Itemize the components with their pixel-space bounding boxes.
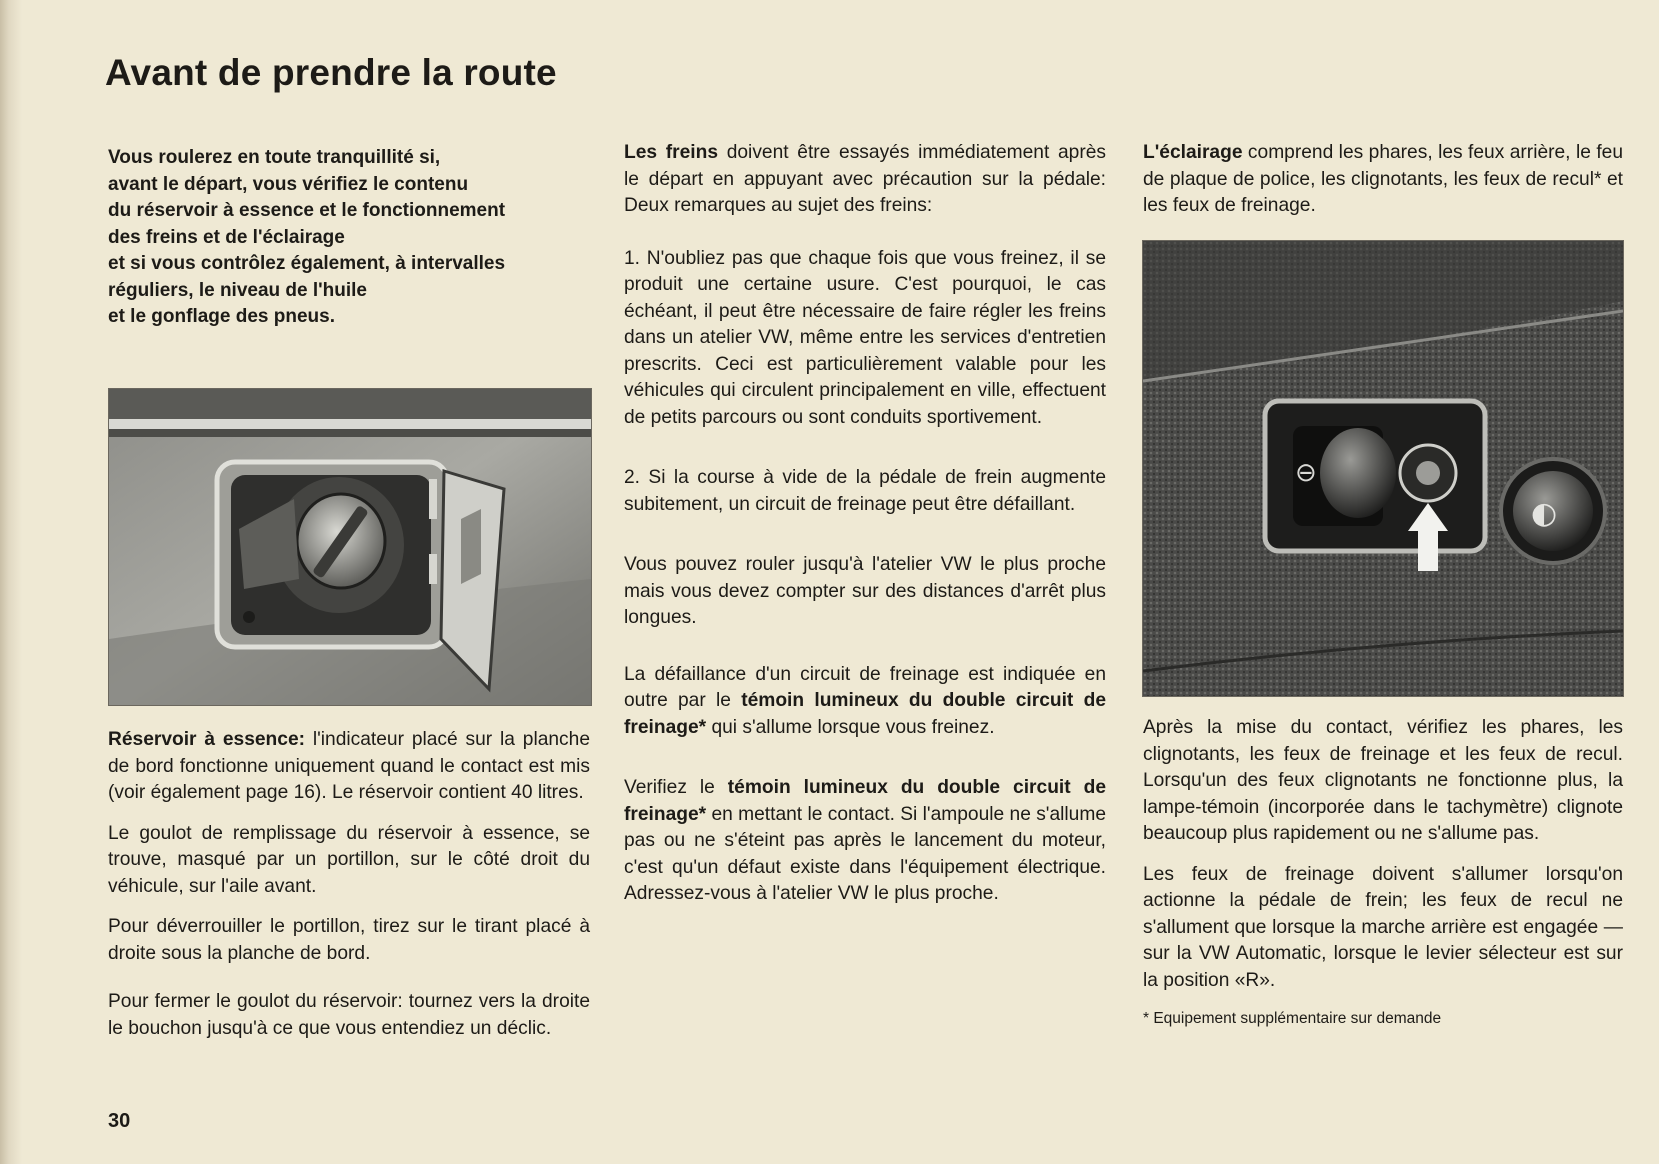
point2-paragraph: 2. Si la course à vide de la pédale de frein augmente subitement, un circuit de freinage peut être défaillant. [624, 467, 1106, 515]
page-edge [0, 0, 22, 1164]
apres-paragraph: Après la mise du contact, vérifiez les phares, les clignotants, les feux de freinage et les feux de recul. Lorsqu'un des feux clignotants ne fonctionne plus, la lampe-témoin (incorporée dans le tachymètre) clignote beaucoup plus rapidement ou ne s'allume pas. [1143, 717, 1623, 844]
eclairage-label: L'éclairage [1143, 142, 1243, 163]
freins-text: doivent être essayés immédiatement après le départ en appuyant avec précaution sur la pédale: Deux remarques au sujet des freins: [624, 142, 1106, 216]
svg-text:⊖: ⊖ [1295, 458, 1317, 488]
verifiez-paragraph [624, 775, 1106, 908]
goulot-paragraph: Le goulot de remplissage du réservoir à essence, se trouve, masqué par un portillon, sur le côté droit du véhicule, sur l'aile avant. [108, 822, 590, 897]
verifiez-text: Verifiez le [624, 777, 728, 798]
portillon-paragraph: Pour déverrouiller le portillon, tirez sur le tirant placé à droite sous la planche de bord. [108, 916, 590, 964]
freins-label: Les freins [624, 142, 719, 163]
light-switch-photo [1142, 240, 1624, 697]
freins-paragraph [624, 140, 1106, 220]
eclairage-paragraph [1143, 140, 1623, 220]
intro-paragraph [108, 145, 590, 331]
right-column [1143, 140, 1623, 234]
footnote: * Equipement supplémentaire sur demande [1143, 1010, 1442, 1027]
page-title: Avant de prendre la route [105, 52, 557, 93]
left-column-text [108, 727, 590, 1056]
intro-line: Vous roulerez en toute tranquillité si, [108, 147, 441, 168]
intro-line: réguliers, le niveau de l'huile [108, 279, 367, 301]
defaillance-text-end: qui s'allume lorsque vous freinez. [706, 716, 995, 738]
temoin-label: témoin lumineux du double circuit de freinage* [624, 690, 1106, 738]
fermer-paragraph: Pour fermer le goulot du réservoir: tournez vers la droite le bouchon jusqu'à ce que vous entendiez un déclic. [108, 991, 590, 1039]
verifiez-text-end: en mettant le contact. Si l'ampoule ne s'allume pas ou ne s'éteint pas après le lancement du moteur, c'est qu'un défaut existe dans l'équipement électrique. Adressez-vous à l'atelier VW le plus proche. [624, 803, 1106, 904]
middle-column [624, 140, 1106, 922]
temoin-label: témoin lumineux du double circuit de freinage* [624, 777, 1106, 825]
defaillance-paragraph [624, 662, 1106, 742]
intro-line: des freins et de l'éclairage [108, 226, 345, 248]
rouler-paragraph: Vous pouvez rouler jusqu'à l'atelier VW le plus proche mais vous devez compter sur des distances d'arrêt plus longues. [624, 554, 1106, 628]
right-column-text [1143, 715, 1623, 1044]
reservoir-text: l'indicateur placé sur la planche de bord fonctionne uniquement quand le contact est mis (voir également page 16). Le réservoir contient 40 litres. [108, 729, 590, 803]
fuel-filler-photo [108, 388, 592, 706]
reservoir-label: Réservoir à essence: [108, 729, 306, 750]
defaillance-text: La défaillance d'un circuit de freinage est indiquée en outre par le [624, 663, 1106, 711]
intro-line: et si vous contrôlez également, à intervalles [108, 253, 506, 274]
intro-line: du réservoir à essence et le fonctionnement [108, 200, 506, 221]
eclairage-text: comprend les phares, les feux arrière, le feu de plaque de police, les clignotants, les feux de recul* et les feux de freinage. [1143, 142, 1623, 216]
intro-line: avant le départ, vous vérifiez le contenu [108, 173, 469, 195]
page-number: 30 [108, 1110, 131, 1132]
intro-line: et le gonflage des pneus. [108, 306, 335, 327]
svg-text:◐: ◐ [1531, 496, 1558, 531]
point1-paragraph: 1. N'oubliez pas que chaque fois que vous freinez, il se produit une certaine usure. C'est pourquoi, le cas échéant, il peut être nécessaire de faire régler les freins dans un atelier VW, même entre les services d'entretien prescrits. Ceci est particulièrement valable pour les véhicules qui circulent principalement en ville, effectuent de petits parcours ou sont conduits sportivement. [624, 247, 1106, 428]
reservoir-paragraph [108, 727, 590, 807]
left-column [108, 145, 590, 331]
freinage-paragraph: Les feux de freinage doivent s'allumer lorsqu'on actionne la pédale de frein; les feux de recul ne s'allument que lorsque la marche arrière est engagée — sur la VW Automatic, lorsque le levier sélecteur est sur la position «R». [1143, 863, 1623, 991]
